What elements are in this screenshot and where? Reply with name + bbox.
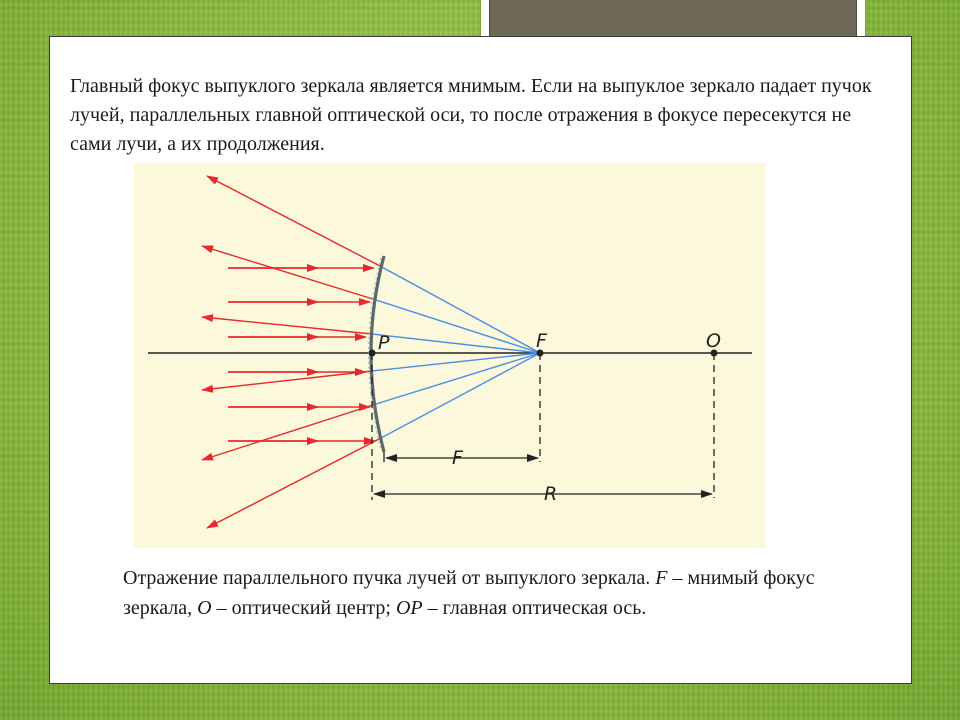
intro-paragraph: Главный фокус выпуклого зеркала является мнимым. Если на выпуклое зеркало падает пучок лучей, параллельных главной оптической оси, то после отражения в фокусе пересекутся не сами лучи, а их продолжения. xyxy=(70,75,872,155)
reflected-ray-5 xyxy=(202,404,376,460)
center-label: O xyxy=(706,330,721,352)
focus-label: F xyxy=(536,330,547,352)
diagram-caption xyxy=(123,563,843,623)
reflected-ray-4 xyxy=(202,371,372,390)
caption-part-3: – оптический центр; xyxy=(211,597,396,619)
reflected-ray-6 xyxy=(207,438,381,528)
extension-4 xyxy=(372,353,540,371)
caption-var-o: O xyxy=(197,597,212,619)
caption-part-1: Отражение параллельного пучка лучей от выпуклого зеркала. xyxy=(123,567,656,589)
pole-label: P xyxy=(378,332,390,354)
reflected-ray-1 xyxy=(207,176,380,266)
caption-part-4: – главная оптическая ось. xyxy=(422,597,647,619)
caption-var-op: OP xyxy=(395,597,423,619)
reflected-rays xyxy=(202,176,381,528)
pole-point xyxy=(369,350,376,357)
radius-label: R xyxy=(544,483,558,505)
ray-extensions xyxy=(372,266,540,438)
focal-length-label: F xyxy=(452,447,463,469)
caption-part-2: – мнимый фокус зеркала, xyxy=(123,567,815,619)
convex-mirror-diagram xyxy=(134,163,766,548)
extension-3 xyxy=(372,334,540,353)
reflected-ray-3 xyxy=(202,317,372,334)
reflected-ray-2 xyxy=(202,246,376,300)
incident-rays xyxy=(228,268,375,441)
caption-var-f: F xyxy=(655,567,668,589)
